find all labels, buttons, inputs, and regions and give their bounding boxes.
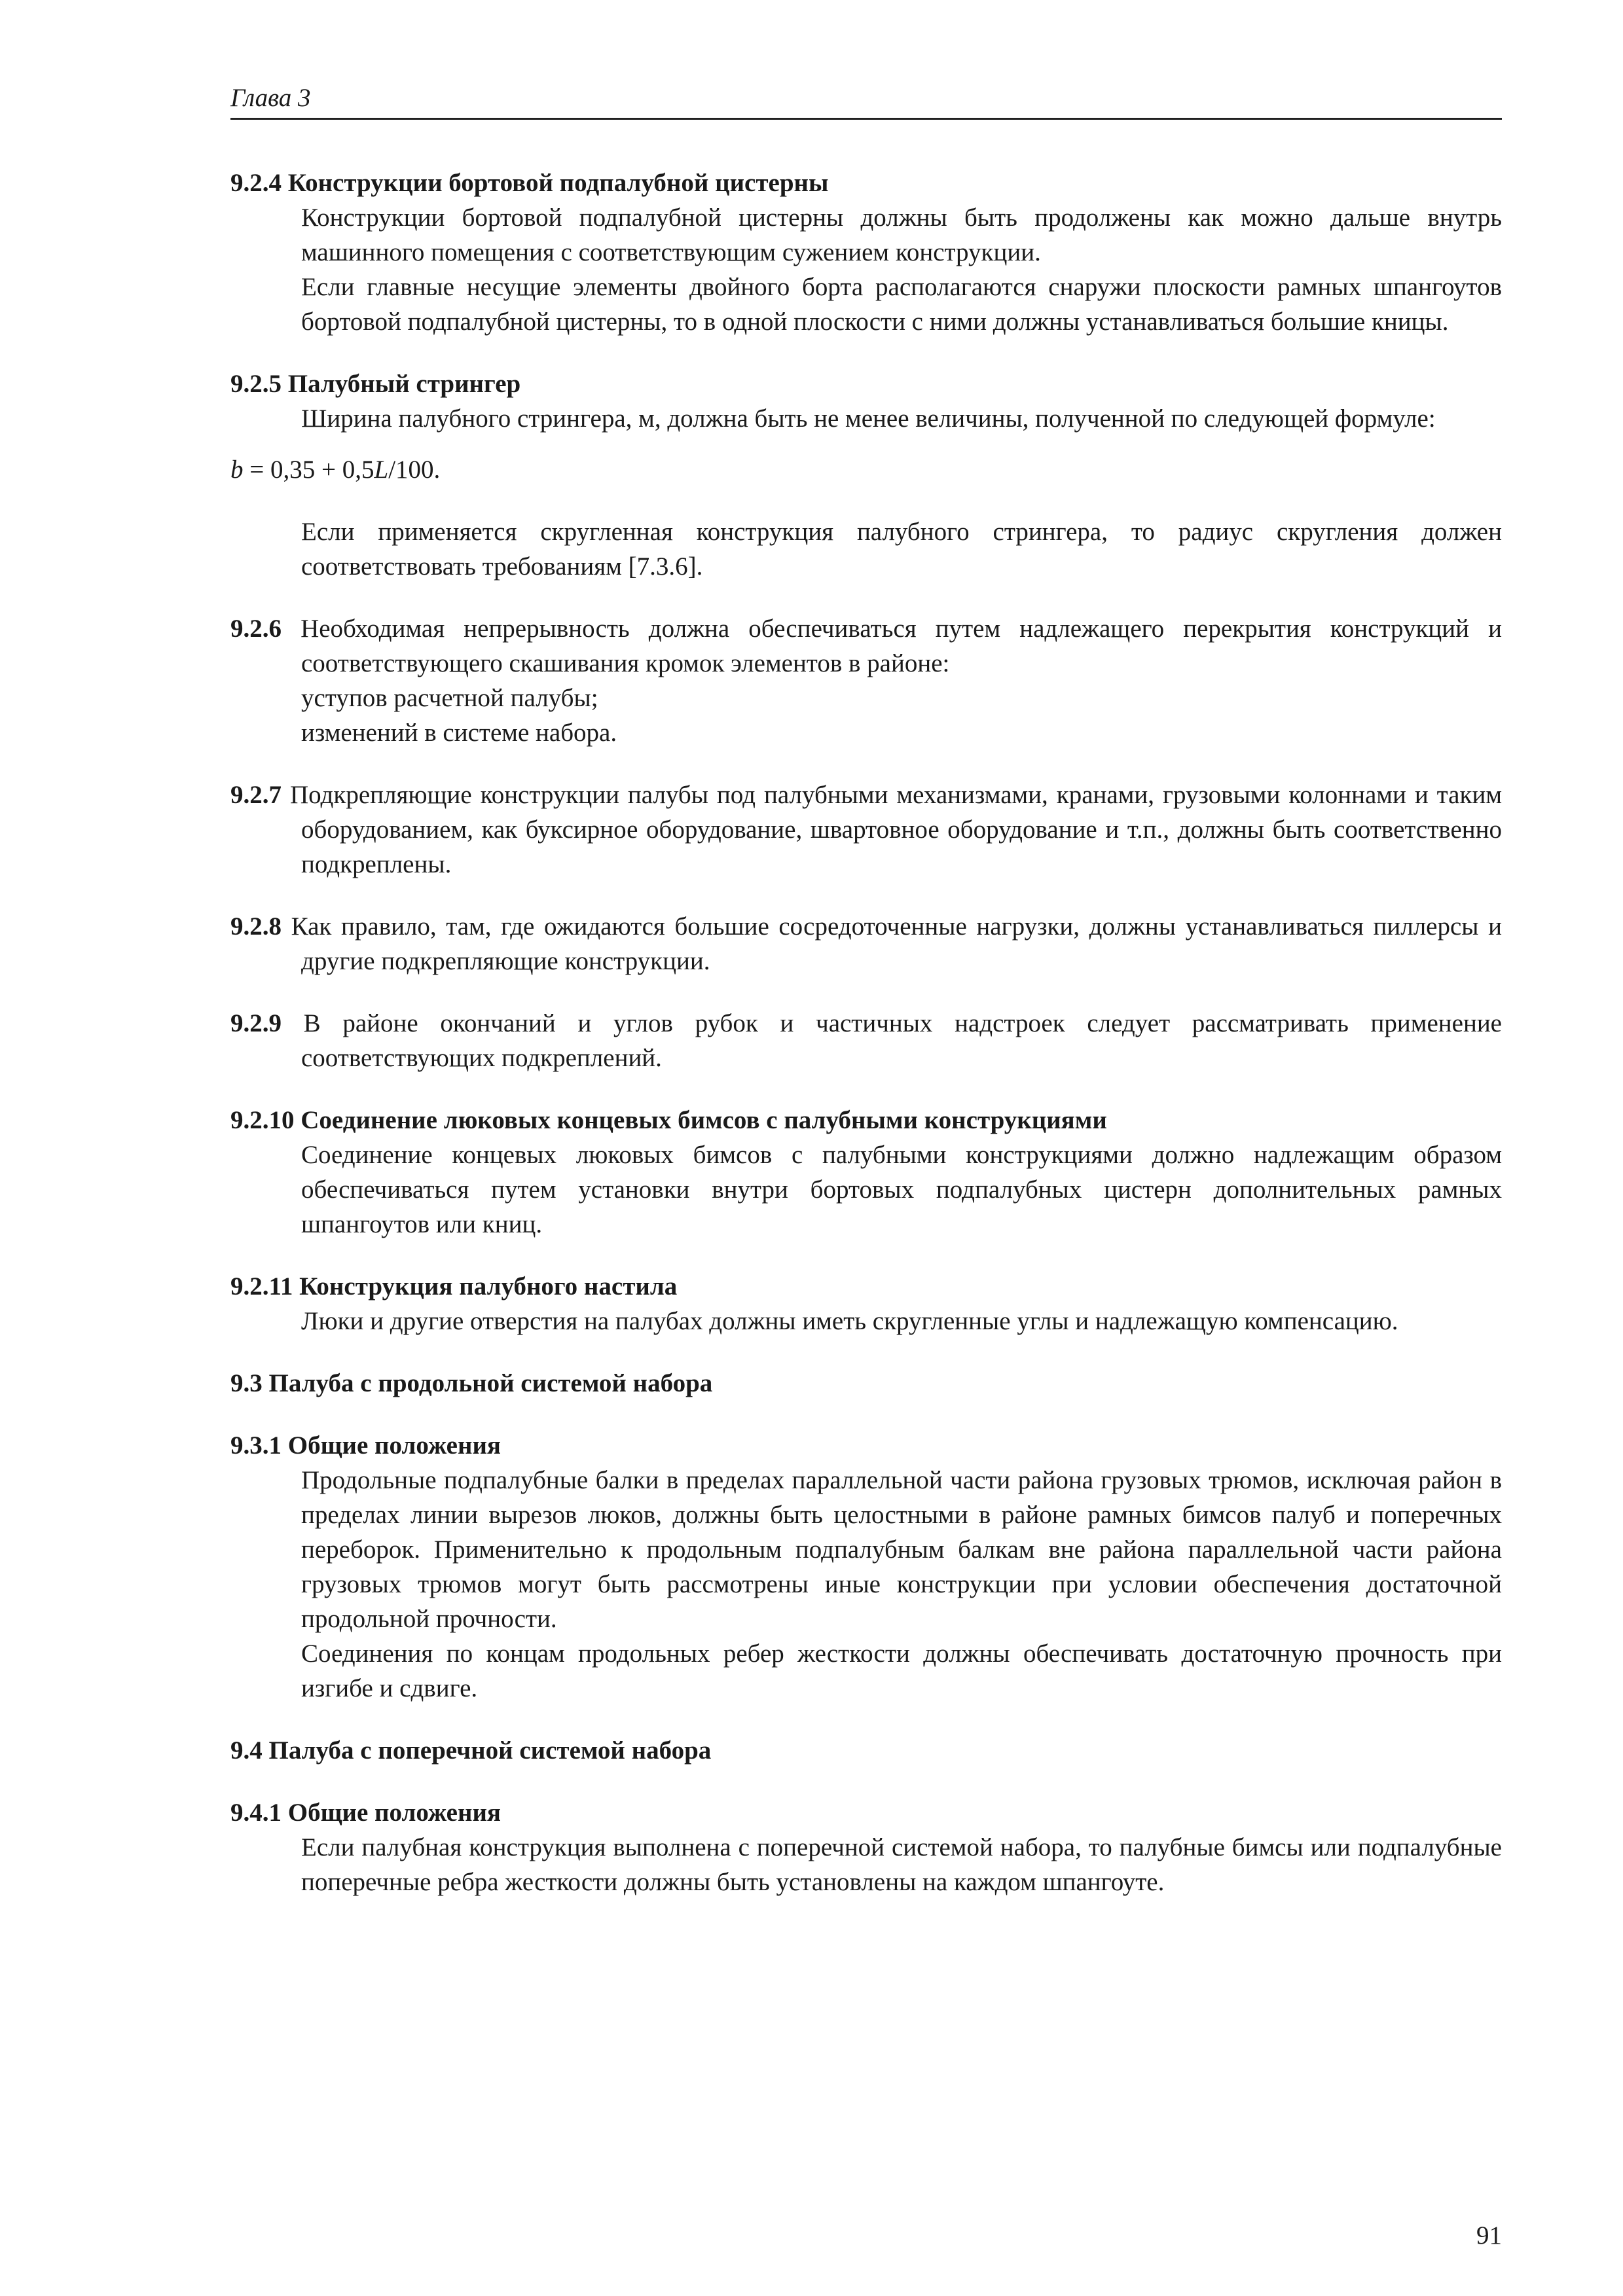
paragraph: Если палубная конструкция выполнена с поперечной системой набора, то палубные бимсы или подпалубные поперечные ребра жесткости должны быть установлены на каждом шпангоуте. bbox=[301, 1833, 1502, 1896]
numbered-paragraph bbox=[230, 611, 1502, 681]
formula-length-variable: L bbox=[374, 456, 389, 484]
formula-expression: = 0,35 + 0,5 bbox=[243, 456, 374, 484]
list-item: изменений в системе набора. bbox=[301, 719, 617, 747]
section-9-2-7 bbox=[230, 778, 1502, 882]
clause-number: 9.2.9 bbox=[230, 1009, 282, 1037]
formula-end: /100. bbox=[388, 456, 441, 484]
page-number: 91 bbox=[1476, 2221, 1502, 2250]
section-9-2-8 bbox=[230, 909, 1502, 978]
section-9-3-1 bbox=[230, 1428, 1502, 1706]
paragraph: Люки и другие отверстия на палубах должны иметь скругленные углы и надлежащую компенсацию. bbox=[301, 1307, 1398, 1335]
section-9-2-11 bbox=[230, 1269, 1502, 1338]
section-9-2-6 bbox=[230, 611, 1502, 750]
page-header bbox=[230, 77, 1502, 120]
list-item: уступов расчетной палубы; bbox=[301, 684, 598, 712]
section-heading: 9.3.1 Общие положения bbox=[230, 1431, 501, 1460]
document-page bbox=[230, 77, 1502, 2250]
paragraph: Ширина палубного стрингера, м, должна быть не менее величины, полученной по следующей формуле: bbox=[301, 404, 1436, 433]
section-9-2-5 bbox=[230, 367, 1502, 584]
numbered-paragraph bbox=[230, 1006, 1502, 1075]
formula bbox=[230, 452, 1502, 487]
section-heading: 9.2.4 Конструкции бортовой подпалубной цистерны bbox=[230, 169, 829, 197]
section-heading: 9.4.1 Общие положения bbox=[230, 1799, 501, 1827]
section-9-2-4 bbox=[230, 166, 1502, 339]
chapter-title: Глава 3 bbox=[230, 84, 311, 112]
page-body bbox=[230, 120, 1502, 1899]
paragraph: Конструкции бортовой подпалубной цистерны должны быть продолжены как можно дальше внутрь машинного помещения с соответствующим сужением конструкции. bbox=[301, 204, 1502, 266]
section-9-4-1 bbox=[230, 1795, 1502, 1899]
chapter-section-heading: 9.4 Палуба с поперечной системой набора bbox=[230, 1736, 712, 1765]
section-heading: 9.2.10 Соединение люковых концевых бимсов с палубными конструкциями bbox=[230, 1106, 1107, 1134]
section-heading: 9.2.5 Палубный стрингер bbox=[230, 370, 521, 398]
section-9-2-10 bbox=[230, 1103, 1502, 1242]
clause-number: 9.2.8 bbox=[230, 912, 282, 941]
section-9-2-9 bbox=[230, 1006, 1502, 1075]
paragraph: Если применяется скругленная конструкция палубного стрингера, то радиус скругления должен соответствовать требованиям [7.3.6]. bbox=[301, 518, 1502, 581]
paragraph: Соединения по концам продольных ребер жесткости должны обеспечивать достаточную прочность при изгибе и сдвиге. bbox=[301, 1640, 1502, 1702]
section-heading: 9.2.11 Конструкция палубного настила bbox=[230, 1272, 678, 1300]
clause-number: 9.2.7 bbox=[230, 781, 282, 809]
paragraph: Соединение концевых люковых бимсов с палубными конструкциями должно надлежащим образом обеспечиваться путем установки внутри бортовых подпалубных цистерн дополнительных рамных шпангоутов или книц. bbox=[301, 1141, 1502, 1238]
chapter-section-heading: 9.3 Палуба с продольной системой набора bbox=[230, 1369, 713, 1397]
clause-text: Как правило, там, где ожидаются большие сосредоточенные нагрузки, должны устанавливаться пиллерсы и другие подкрепляющие конструкции. bbox=[282, 912, 1502, 975]
clause-text: В районе окончаний и углов рубок и частичных надстроек следует рассматривать применение соответствующих подкреплений. bbox=[282, 1009, 1502, 1072]
paragraph: Продольные подпалубные балки в пределах параллельной части района грузовых трюмов, исключая район в пределах линии вырезов люков, должны быть целостными в районе рамных бимсов палуб и поперечных переборок. Применительно к продольным подпалубным балкам вне района параллельной части района грузовых трюмов могут быть рассмотрены иные конструкции при условии обеспечения достаточной продольной прочности. bbox=[301, 1466, 1502, 1633]
clause-number: 9.2.6 bbox=[230, 615, 282, 643]
numbered-paragraph bbox=[230, 778, 1502, 882]
formula-variable: b bbox=[230, 456, 244, 484]
numbered-paragraph bbox=[230, 909, 1502, 978]
clause-text: Подкрепляющие конструкции палубы под палубными механизмами, кранами, грузовыми колоннами и таким оборудованием, как буксирное оборудование, швартовное оборудование и т.п., должны быть соответственно подкреплены. bbox=[282, 781, 1502, 878]
clause-text: Необходимая непрерывность должна обеспечиваться путем надлежащего перекрытия конструкций и соответствующего скашивания кромок элементов в районе: bbox=[282, 615, 1502, 677]
paragraph: Если главные несущие элементы двойного борта располагаются снаружи плоскости рамных шпангоутов бортовой подпалубной цистерны, то в одной плоскости с ними должны устанавливаться большие кницы. bbox=[301, 273, 1502, 336]
